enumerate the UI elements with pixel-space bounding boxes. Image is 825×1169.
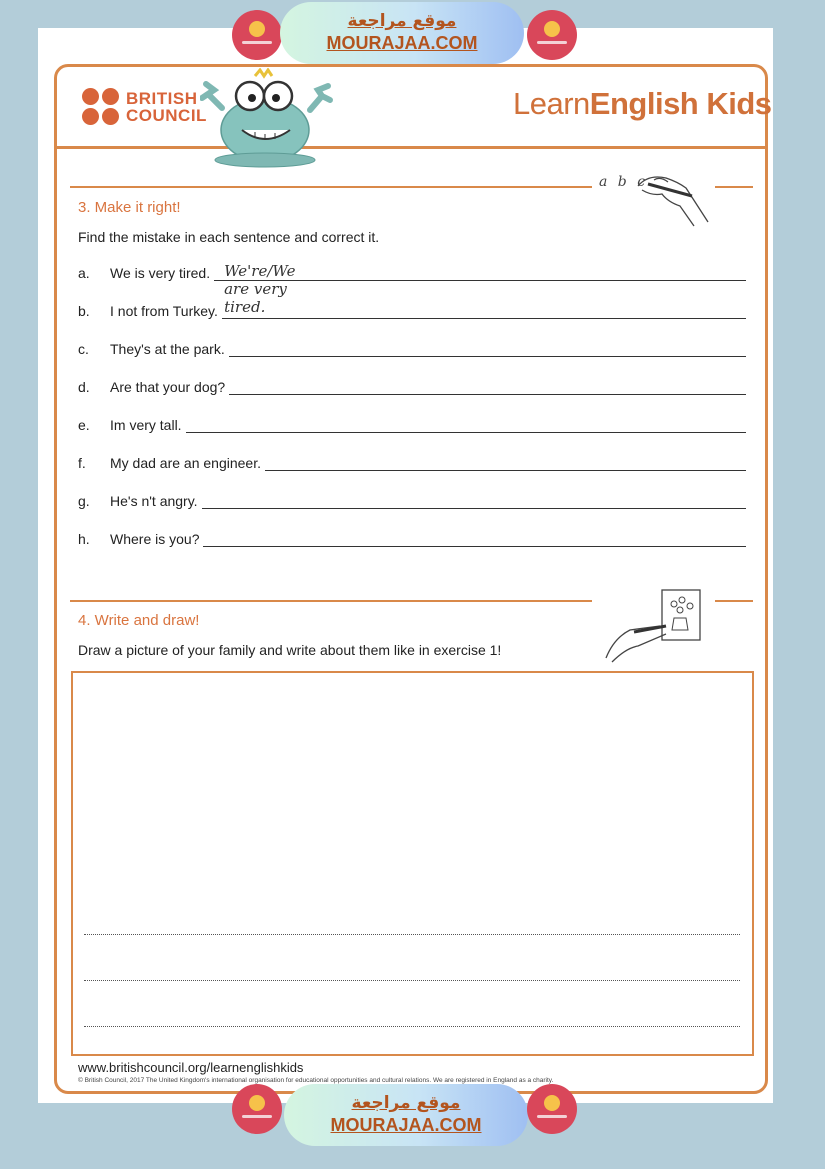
- section3-rule: [70, 186, 592, 188]
- lek-learn: Learn: [513, 86, 590, 121]
- british-council-logo: [82, 88, 207, 125]
- bc-line1: BRITISH: [126, 88, 198, 108]
- exercise-letter: g.: [78, 493, 90, 509]
- answer-line[interactable]: [203, 546, 746, 547]
- exercise-letter: e.: [78, 417, 90, 433]
- british-council-dots-icon: [82, 88, 119, 125]
- handwritten-answer: We're/We are very tired.: [224, 262, 296, 316]
- watermark-arabic: موقع مراجعة: [347, 11, 457, 31]
- footer-url: www.britishcouncil.org/learnenglishkids: [78, 1060, 304, 1075]
- answer-line[interactable]: [229, 394, 746, 395]
- exercise-letter: f.: [78, 455, 86, 471]
- answer-line[interactable]: [202, 508, 746, 509]
- watermark-badge-icon: [232, 1084, 282, 1134]
- exercise-letter: d.: [78, 379, 90, 395]
- exercise-sentence: Are that your dog?: [110, 379, 226, 395]
- watermark-banner-top[interactable]: [280, 2, 524, 64]
- section4-rule-right: [715, 600, 753, 602]
- section4-instruction: Draw a picture of your family and write about them like in exercise 1!: [78, 642, 502, 658]
- exercise-sentence: We is very tired.: [110, 265, 211, 281]
- exercise-sentence: My dad are an engineer.: [110, 455, 261, 471]
- exercise-letter: a.: [78, 265, 90, 281]
- exercise-sentence: I not from Turkey.: [110, 303, 218, 319]
- section4-title: 4. Write and draw!: [78, 612, 200, 629]
- watermark-arabic: موقع مراجعة: [351, 1093, 461, 1113]
- watermark-badge-icon: [527, 10, 577, 60]
- footer-copyright: © British Council, 2017 The United Kingdom's international organisation for educational opportunities and cultural relations. We are registered in England as a charity.: [78, 1077, 554, 1084]
- watermark-latin: MOURAJAA.COM: [326, 33, 478, 53]
- watermark-badge-icon: [232, 10, 282, 60]
- answer-line[interactable]: [265, 470, 746, 471]
- writing-line-1[interactable]: [84, 934, 740, 935]
- writing-line-3[interactable]: [84, 1026, 740, 1027]
- exercise-letter: h.: [78, 531, 90, 547]
- watermark-latin: MOURAJAA.COM: [330, 1115, 482, 1135]
- bc-line2: COUNCIL: [126, 105, 207, 125]
- section3-instruction: Find the mistake in each sentence and correct it.: [78, 229, 380, 245]
- learnenglish-kids-logo: [513, 86, 772, 122]
- watermark-badge-icon: [527, 1084, 577, 1134]
- section3-title: 3. Make it right!: [78, 199, 181, 216]
- exercise-sentence: He's n't angry.: [110, 493, 198, 509]
- monster-mascot-icon: [200, 68, 335, 168]
- drawing-area[interactable]: [71, 671, 754, 1056]
- watermark-banner-bottom[interactable]: [284, 1084, 528, 1146]
- abc-handwriting: a b c: [599, 174, 649, 190]
- exercise-letter: b.: [78, 303, 90, 319]
- answer-line[interactable]: [229, 356, 746, 357]
- exercise-letter: c.: [78, 341, 89, 357]
- writing-hand-icon: [628, 166, 714, 232]
- answer-line[interactable]: [222, 318, 746, 319]
- exercise-sentence: Where is you?: [110, 531, 200, 547]
- section4-rule: [70, 600, 592, 602]
- header-divider: [57, 146, 765, 149]
- exercise-sentence: Im very tall.: [110, 417, 182, 433]
- writing-line-2[interactable]: [84, 980, 740, 981]
- answer-line[interactable]: [186, 432, 746, 433]
- drawing-hand-icon: [600, 588, 710, 664]
- lek-english-kids: English Kids: [589, 86, 772, 121]
- exercise-sentence: They's at the park.: [110, 341, 225, 357]
- section3-rule-right: [715, 186, 753, 188]
- british-council-wordmark: [126, 90, 207, 124]
